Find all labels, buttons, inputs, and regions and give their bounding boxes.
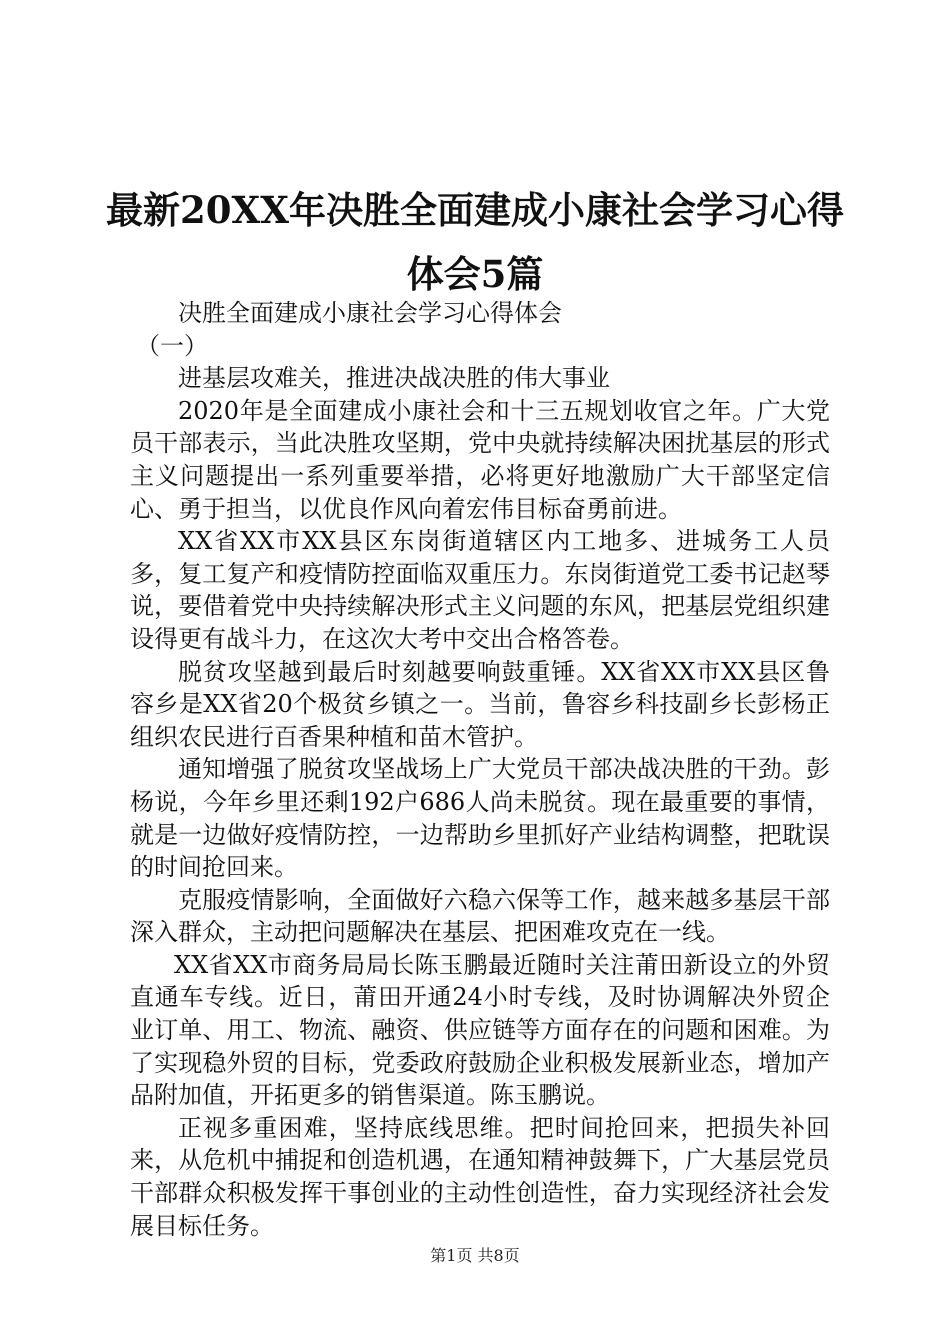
- section-number: （一）: [136, 331, 208, 360]
- paragraph: 2020年是全面建成小康社会和十三五规划收官之年。广大党员干部表示，当此决胜攻坚期，党中央就持续解决困扰基层的形式主义问题提出一系列重要举措，必将更好地激励广大干部坚定信心、勇于担当，以优良作风向着宏伟目标奋勇前进。: [130, 396, 830, 523]
- paragraph: 克服疫情影响，全面做好六稳六保等工作，越来越多基层干部深入群众，主动把问题解决在基层、把困难攻克在一线。: [130, 885, 830, 947]
- subheading: 进基层攻难关，推进决战决胜的伟大事业: [178, 364, 610, 393]
- paragraph: XX省XX市商务局局长陈玉鹏最近随时关注莆田新设立的外贸直通车专线。近日，莆田开通24小时专线，及时协调解决外贸企业订单、用工、物流、融资、供应链等方面存在的问题和困难。为了实现稳外贸的目标，党委政府鼓励企业积极发展新业态，增加产品附加值，开拓更多的销售渠道。陈玉鹏说。: [130, 950, 830, 1110]
- document-body: [130, 297, 830, 1242]
- paragraph: 通知增强了脱贫攻坚战场上广大党员干部决战决胜的干劲。彭杨说，今年乡里还剩192户686人尚未脱贫。现在最重要的事情，就是一边做好疫情防控，一边帮助乡里抓好产业结构调整，把耽误的时间抢回来。: [130, 755, 830, 882]
- section-heading: 决胜全面建成小康社会学习心得体会: [178, 299, 562, 327]
- paragraph: 脱贫攻坚越到最后时刻越要响鼓重锤。XX省XX市XX县区鲁容乡是XX省20个极贫乡镇之一。当前，鲁容乡科技副乡长彭杨正组织农民进行百香果种植和苗木管护。: [130, 657, 830, 751]
- paragraph: XX省XX市XX县区东岗街道辖区内工地多、进城务工人员多，复工复产和疫情防控面临双重压力。东岗街道党工委书记赵琴说，要借着党中央持续解决形式主义问题的东风，把基层党组织建设得更有战斗力，在这次大考中交出合格答卷。: [130, 527, 830, 653]
- paragraph: 正视多重困难，坚持底线思维。把时间抢回来，把损失补回来，从危机中捕捉和创造机遇，在通知精神鼓舞下，广大基层党员干部群众积极发挥干事创业的主动性创造性，奋力实现经济社会发展目标任务。: [130, 1113, 830, 1240]
- document-title: 最新20XX年决胜全面建成小康社会学习心得体会5篇: [106, 188, 844, 296]
- page-number-footer: 第1页 共8页: [430, 1246, 520, 1265]
